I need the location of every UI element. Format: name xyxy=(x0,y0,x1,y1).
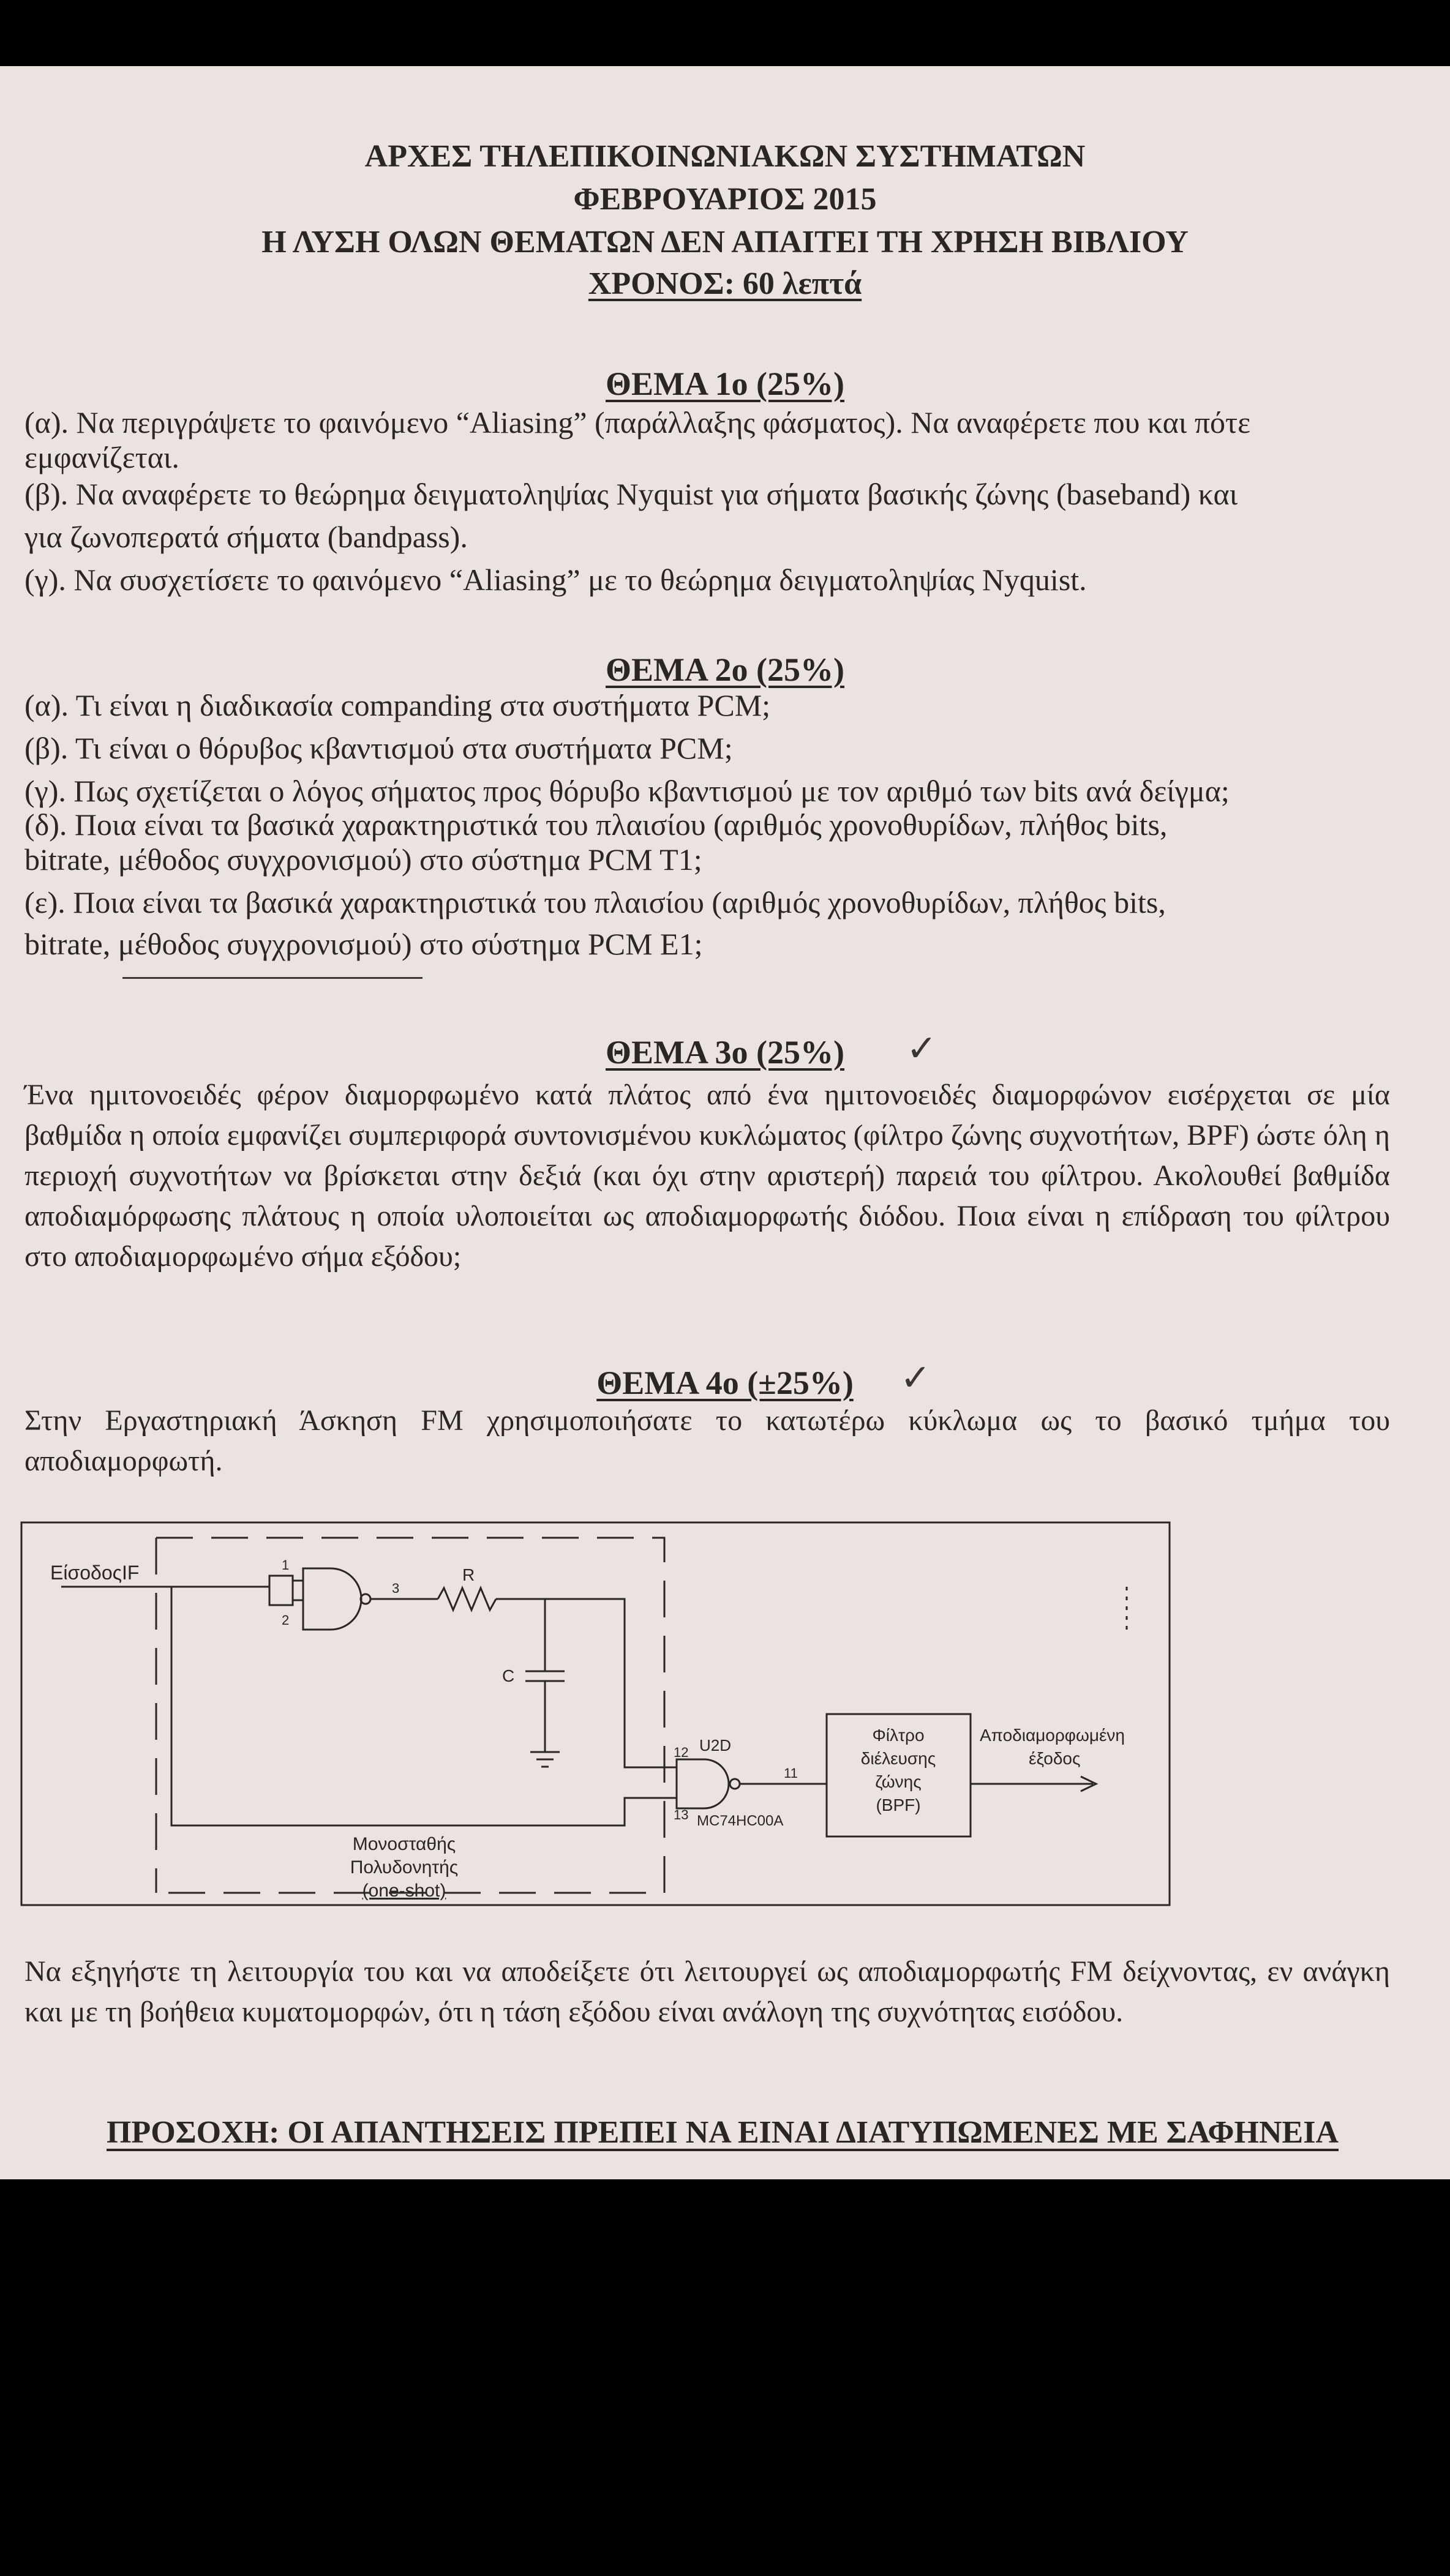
circuit-pin1: 1 xyxy=(282,1557,290,1573)
footer-note: ΠΡΟΣΟΧΗ: ΟΙ ΑΠΑΝΤΗΣΕΙΣ ΠΡΕΠΕΙ ΝΑ ΕΙΝΑΙ ΔΙΑΤΥΠΩΜΕΝΕΣ ΜΕ ΣΑΦΗΝΕΙΑ xyxy=(106,2115,1339,2150)
topic3-text: Ένα ημιτονοειδές φέρον διαμορφωμένο κατά πλάτος από ένα ημιτονοειδές διαμορφώνον εισέρχεται σε μία βαθμίδα η οποία εμφανίζει συμπεριφορά συντονισμένου κυκλώματος (φίλτρο ζώνης συχνοτήτων, BPF) ώστε όλη η περιοχή συχνοτήτων να βρίσκεται στην δεξιά (και όχι στην αριστερή) παρειά του φίλτρου. Ακολουθεί βαθμίδα αποδιαμόρφωσης πλάτους η οποία υλοποιείται ως αποδιαμορφωτής διόδου. Ποια είναι η επίδραση του φίλτρου στο αποδιαμορφωμένο σήμα εξόδου; xyxy=(24,1079,1390,1273)
circuit-chip-label: MC74HC00A xyxy=(697,1813,784,1829)
circuit-input-label: ΕίσοδοςIF xyxy=(50,1562,140,1584)
circuit-pin13: 13 xyxy=(674,1807,689,1822)
topic1-question-c: (γ). Να συσχετίσετε το φαινόμενο “Aliasing” με το θεώρημα δειγματοληψίας Nyquist. xyxy=(24,563,1087,597)
topic2-question-a: (α). Τι είναι η διαδικασία companding στα συστήματα PCM; xyxy=(24,688,771,722)
circuit-resistor-label: R xyxy=(462,1565,475,1584)
topic1-question-a-cont: εμφανίζεται. xyxy=(24,440,179,474)
circuit-output-line2: έξοδος xyxy=(1029,1749,1081,1768)
topic1-title: ΘΕΜΑ 1ο (25%) xyxy=(606,365,844,402)
topic3-title-wrap xyxy=(0,1033,1450,1071)
topic2-title: ΘΕΜΑ 2ο (25%) xyxy=(606,651,844,688)
topic3-title: ΘΕΜΑ 3ο (25%) xyxy=(606,1034,844,1071)
topic2-title-wrap xyxy=(0,651,1450,689)
circuit-gate-name: U2D xyxy=(699,1736,732,1754)
exam-sheet xyxy=(0,66,1450,2179)
topic2-question-d: (δ). Ποια είναι τα βασικά χαρακτηριστικά του πλαισίου (αριθμός χρονοθυρίδων, πλήθος bits, xyxy=(24,807,1168,842)
circuit-block-line1: Μονοσταθής xyxy=(352,1834,456,1854)
circuit-output-line1: Αποδιαμορφωμένη xyxy=(980,1726,1125,1745)
topic4-title-wrap xyxy=(0,1364,1450,1402)
circuit-filter-line4: (BPF) xyxy=(876,1795,921,1814)
fm-demodulator-circuit xyxy=(18,1519,1176,1911)
topic1-question-a: (α). Να περιγράψετε το φαινόμενο “Aliasing” (παράλλαξης φάσματος). Να αναφέρετε που και πότε xyxy=(24,405,1251,440)
header-time-wrap xyxy=(0,268,1450,300)
circuit-block-line2: Πολυδονητής xyxy=(350,1857,459,1878)
circuit-filter-line1: Φίλτρο xyxy=(872,1726,925,1745)
topic2-question-e-cont: bitrate, μέθοδος συγχρονισμού) στο σύστημα PCM E1; xyxy=(24,927,703,961)
header-date: ΦΕΒΡΟΥΑΡΙΟΣ 2015 xyxy=(573,182,877,217)
topic1-title-wrap xyxy=(0,365,1450,403)
handwritten-underline xyxy=(122,977,423,979)
circuit-block-line3: (one-shot) xyxy=(362,1881,446,1901)
header-time: ΧΡΟΝΟΣ: 60 λεπτά xyxy=(588,266,862,301)
topic2-question-e: (ε). Ποια είναι τα βασικά χαρακτηριστικά του πλαισίου (αριθμός χρονοθυρίδων, πλήθος bits, xyxy=(24,885,1166,919)
topic4-outro: Να εξηγήστε τη λειτουργία του και να αποδείξετε ότι λειτουργεί ως αποδιαμορφωτής FM δείχνοντας, εν ανάγκη και με τη βοήθεια κυματομορφών, ότι η τάση εξόδου είναι ανάλογη της συχνότητας εισόδου. xyxy=(24,1955,1390,2028)
topic1-question-b: (β). Να αναφέρετε το θεώρημα δειγματοληψίας Nyquist για σήματα βασικής ζώνης (baseband) και xyxy=(24,477,1238,511)
circuit-pin12: 12 xyxy=(674,1745,689,1760)
circuit-capacitor-label: C xyxy=(502,1666,515,1685)
circuit-pin11: 11 xyxy=(784,1765,798,1781)
topic4-title: ΘΕΜΑ 4ο (±25%) xyxy=(596,1365,854,1401)
topic4-intro: Στην Εργαστηριακή Άσκηση FM χρησιμοποιήσατε το κατωτέρω κύκλωμα ως το βασικό τμήμα του αποδιαμορφωτή. xyxy=(24,1404,1390,1477)
circuit-filter-line2: διέλευσης xyxy=(860,1749,936,1768)
check-mark-icon: ✓ xyxy=(906,1027,937,1070)
topic1-question-b-cont: για ζωνοπερατά σήματα (bandpass). xyxy=(24,520,468,554)
topic2-question-d-cont: bitrate, μέθοδος συγχρονισμού) στο σύστημα PCM T1; xyxy=(24,842,702,877)
header-title: ΑΡΧΕΣ ΤΗΛΕΠΙΚΟΙΝΩΝΙΑΚΩΝ ΣΥΣΤΗΜΑΤΩΝ xyxy=(364,139,1086,174)
circuit-pin2: 2 xyxy=(282,1612,290,1628)
topic2-question-c: (γ). Πως σχετίζεται ο λόγος σήματος προς θόρυβο κβαντισμού με τον αριθμό των bits ανά δείγμα; xyxy=(24,774,1230,808)
topic2-question-b: (β). Τι είναι ο θόρυβος κβαντισμού στα συστήματα PCM; xyxy=(24,731,733,765)
check-mark-icon: ✓ xyxy=(900,1357,931,1399)
circuit-pin3: 3 xyxy=(392,1581,400,1596)
circuit-filter-line3: ζώνης xyxy=(875,1772,922,1791)
header-instructions: Η ΛΥΣΗ ΟΛΩΝ ΘΕΜΑΤΩΝ ΔΕΝ ΑΠΑΙΤΕΙ ΤΗ ΧΡΗΣΗ ΒΙΒΛΙΟΥ xyxy=(261,225,1189,260)
